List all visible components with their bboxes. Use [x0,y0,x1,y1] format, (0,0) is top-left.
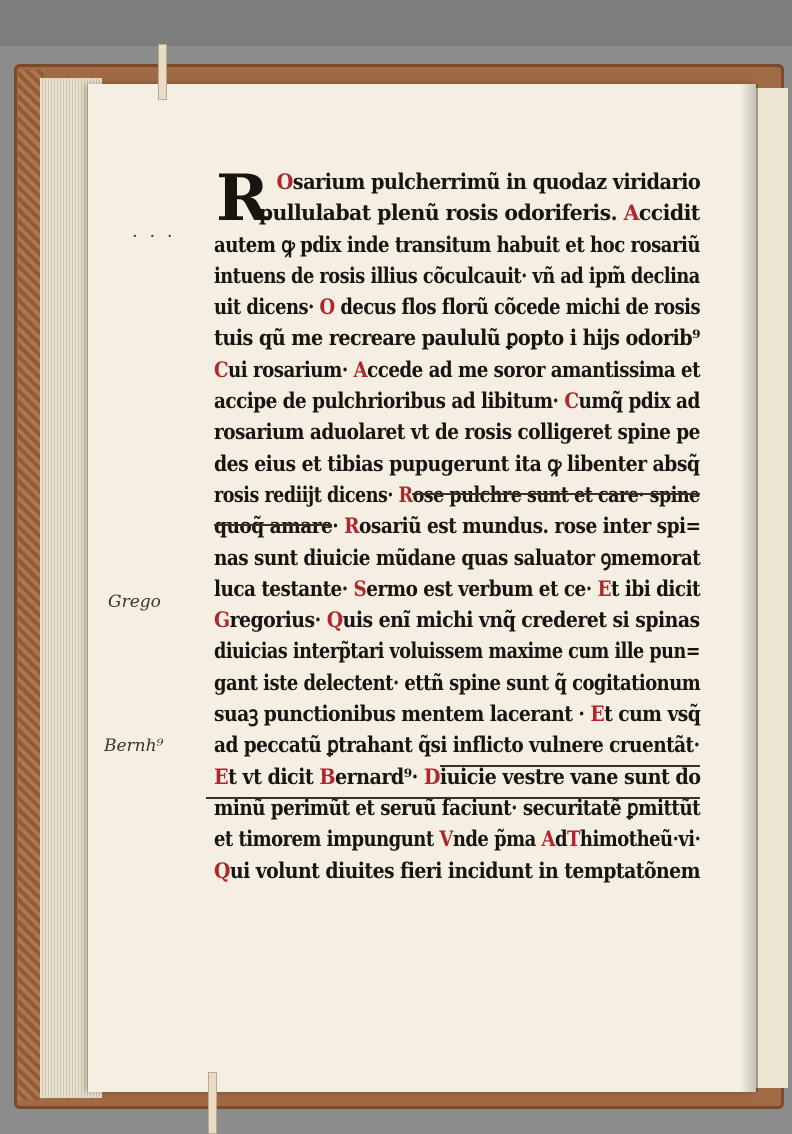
rubricated-letter: O [319,294,335,320]
rubricated-letter: A [623,200,639,226]
text-segment: decus flos florũ cõcede michi de rosis [334,294,701,320]
text-segment: umq̃ pdix ad [578,388,700,414]
rubricated-letter: Q [326,607,343,633]
text-segment: t ibi dicit [611,575,701,601]
decorated-initial: R [216,161,270,236]
text-line [214,260,700,291]
facing-page-edge [756,88,788,1088]
text-line [214,322,700,353]
text-line [214,291,701,322]
text-segment: ui rosarium· [228,356,354,382]
page-tab-top [158,44,167,100]
text-segment: diuicias interp̃tari voluissem maxime cum ille pun= [214,638,701,664]
text-segment: rosarium aduolaret vt de rosis colligeret spine pe [214,419,700,445]
text-segment: suaꝫ punctionibus mentem lacerant · [214,701,591,727]
rubricated-letter: Q [214,857,230,883]
text-line [214,385,700,416]
text-segment: ui volunt diuites fieri incidunt in temptatõnem [229,857,701,883]
text-line [214,197,700,228]
text-segment: uit dicens· [214,294,320,320]
rubricated-letter: V [439,826,453,852]
text-segment: t vt dicit [228,763,320,789]
rubricated-letter: E [597,575,612,601]
text-segment: nas sunt diuicie mũdane quas saluator ꝯmemorat [214,544,701,570]
text-segment: tuis qũ me recreare paululũ ꝑopto i hijs odorib⁹ [214,325,700,351]
text-segment: nde p̃ma [452,826,542,852]
text-segment: et timorem impungunt [214,826,440,852]
text-segment: sarium pulcherrimũ in quodaz viridario [292,169,701,194]
text-line [214,729,700,760]
text-segment: accipe de pulchrioribus ad libitum· [214,388,565,414]
text-line [214,448,700,479]
rubricated-letter: T [567,826,580,852]
rubricated-letter: O [276,169,293,194]
text-line [214,573,701,604]
text-line [214,855,701,886]
text-line [214,823,701,854]
rubricated-letter: D [423,763,440,789]
text-segment: ad peccatũ ꝑtrahant q̃si inflicto vulnere cruentãt· [214,732,700,758]
text-segment: intuens de rosis illius cõculcauit· vñ ad ipm̃ declina [214,262,700,288]
rubricated-letter: C [564,388,579,414]
marginal-note-grego: Grego [108,592,161,612]
underline-mark [412,493,700,495]
text-segment: d [554,826,568,852]
text-line [214,698,701,729]
text-line [214,542,701,573]
text-segment: osariũ est mundus. rose inter spi= [359,513,701,539]
text-segment: ose pulchre sunt et care· spine [412,481,700,507]
text-segment: ccidit [638,200,700,226]
underline-mark [206,797,700,799]
gutter-shadow [740,84,758,1092]
text-segment: himotheũ·vi· [579,826,701,852]
rubricated-letter: G [214,607,230,633]
text-line [214,635,701,666]
text-segment: uis enĩ michi vnq̃ crederet si spinas [342,607,700,633]
underline-mark [440,765,700,767]
text-segment: luca testante· [214,575,354,601]
text-segment: ccede ad me soror amantissima et [367,356,701,382]
marginal-dots: · · · [132,226,176,247]
rubricated-letter: A [353,356,368,382]
background-band [0,0,792,46]
text-segment: autem ꝙ pdix inde transitum habuit et hoc rosariũ [214,231,701,257]
text-segment: quoq̃ amare· [214,513,345,539]
text-line [214,354,701,385]
rubricated-letter: C [214,356,229,382]
rubricated-letter: R [398,481,413,507]
marginal-note-bernhard: Bernh⁹ [104,736,164,756]
text-segment: t cum vsq̃ [604,701,701,727]
text-line [214,604,700,635]
underline-mark [214,524,332,526]
text-segment: ernard⁹· [334,763,424,789]
text-line [214,416,700,447]
rubricated-letter: E [590,701,605,727]
text-segment: pullulabat plenũ rosis odoriferis. [258,200,624,226]
rubricated-letter: A [541,826,555,852]
rubricated-letter: R [344,513,360,539]
text-segment: minũ perimũt et seruũ faciunt· securitatẽ ꝑmittũt [214,794,701,820]
text-segment: iuicie vestre vane sunt do [439,763,701,789]
rubricated-letter: B [319,763,335,789]
text-segment: des eius et tibias pupugerunt ita ꝙ libenter absq̃ [214,450,700,476]
text-line [214,229,701,260]
rubricated-letter: E [214,763,229,789]
page-tab-bottom [208,1072,217,1134]
text-segment: rosis rediijt dicens· [214,481,399,507]
text-line [214,667,701,698]
text-segment: gant iste delectent· ettñ spine sunt q̃ cogitationum [214,669,701,695]
text-line [214,166,701,197]
text-segment: ermo est verbum et ce· [366,575,598,601]
text-segment: regorius· [229,607,327,633]
rubricated-letter: S [353,575,367,601]
